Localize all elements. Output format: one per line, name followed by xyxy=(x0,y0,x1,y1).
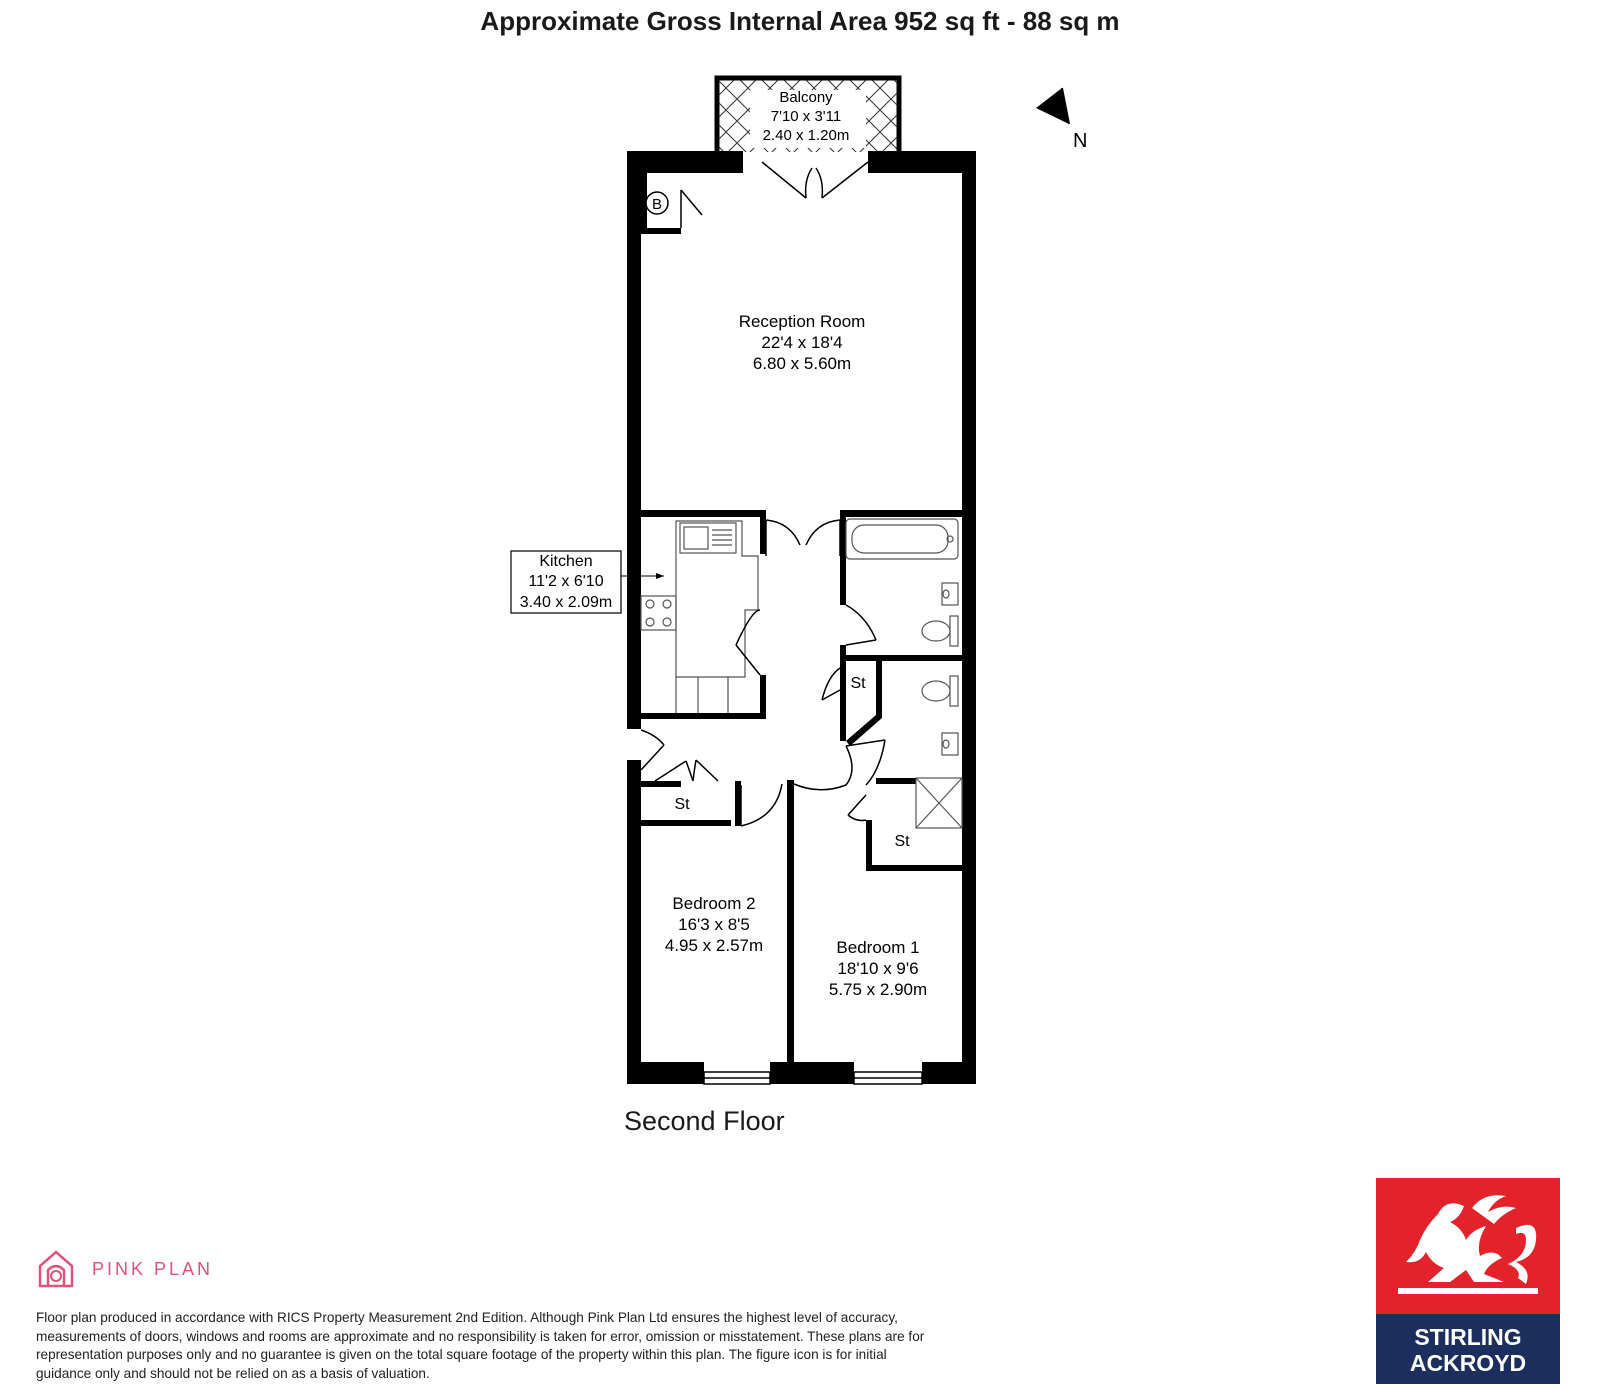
store-label-bedroom1: St xyxy=(894,833,910,850)
griffin-icon xyxy=(1376,1178,1560,1314)
reception-doors xyxy=(766,520,840,556)
kitchen-metric: 3.40 x 2.09m xyxy=(519,594,613,611)
logo-line2: ACKROYD xyxy=(1409,1350,1527,1376)
balcony-metric: 2.40 x 1.20m xyxy=(762,127,850,144)
logo-navy-panel xyxy=(1376,1314,1560,1384)
bedroom1-name: Bedroom 1 xyxy=(836,938,920,957)
bedroom2-metric: 4.95 x 2.57m xyxy=(664,936,764,955)
bedroom2-name: Bedroom 2 xyxy=(672,894,756,913)
pink-plan-house-icon xyxy=(36,1248,76,1290)
store-label-bedroom2: St xyxy=(674,796,690,813)
north-label: N xyxy=(1073,130,1088,152)
boiler-cupboard xyxy=(641,173,702,234)
store-label-hall: St xyxy=(850,675,866,692)
balcony-imperial: 7'10 x 3'11 xyxy=(770,108,842,125)
bedroom2-imperial: 16'3 x 8'5 xyxy=(678,915,750,934)
balcony-doors xyxy=(762,162,868,198)
bedroom1-imperial: 18'10 x 9'6 xyxy=(837,959,919,978)
logo-line1: STIRLING xyxy=(1414,1324,1522,1350)
bathroom-fittings xyxy=(846,519,958,646)
bedroom1-store-door xyxy=(848,795,866,820)
north-arrow-icon xyxy=(1036,88,1069,124)
kitchen-door xyxy=(736,610,760,675)
balcony-name: Balcony xyxy=(779,89,833,106)
bedroom2-door xyxy=(741,784,782,826)
logo-red-panel xyxy=(1376,1178,1560,1314)
pink-plan-name: PINK PLAN xyxy=(92,1258,214,1279)
reception-name: Reception Room xyxy=(738,312,866,331)
boiler-label: B xyxy=(651,196,663,213)
reception-imperial: 22'4 x 18'4 xyxy=(761,333,843,352)
bedroom1-door xyxy=(794,746,852,790)
kitchen-name: Kitchen xyxy=(539,553,593,570)
reception-metric: 6.80 x 5.60m xyxy=(752,354,852,373)
bedroom1-metric: 5.75 x 2.90m xyxy=(828,980,928,999)
floor-label: Second Floor xyxy=(624,1106,785,1136)
area-title: Approximate Gross Internal Area 952 sq ft - 88 sq m xyxy=(480,6,1120,36)
pink-plan-logo xyxy=(36,1248,213,1290)
ensuite-fittings xyxy=(916,676,962,828)
kitchen-imperial: 11'2 x 6'10 xyxy=(528,573,604,590)
kitchen-fittings xyxy=(641,521,758,713)
entrance-door xyxy=(641,730,664,770)
disclaimer: Floor plan produced in accordance with RICS Property Measurement 2nd Edition. Although Pink Plan Ltd ensures the highest level of accuracy, measurements of doors, windows and rooms are approximate and no responsibility is taken for error, omission or misstatement. These plans are for representation purposes only and no guarantee is given on the total square footage of the property within this plan. The figure icon is for initial guidance only and should not be relied on as a basis of valuation. xyxy=(36,1310,925,1381)
stirling-ackroyd-logo xyxy=(1376,1178,1560,1384)
bedroom2-store-doors xyxy=(655,760,718,781)
bathroom-door xyxy=(846,605,876,645)
hall-store-door xyxy=(822,668,840,700)
